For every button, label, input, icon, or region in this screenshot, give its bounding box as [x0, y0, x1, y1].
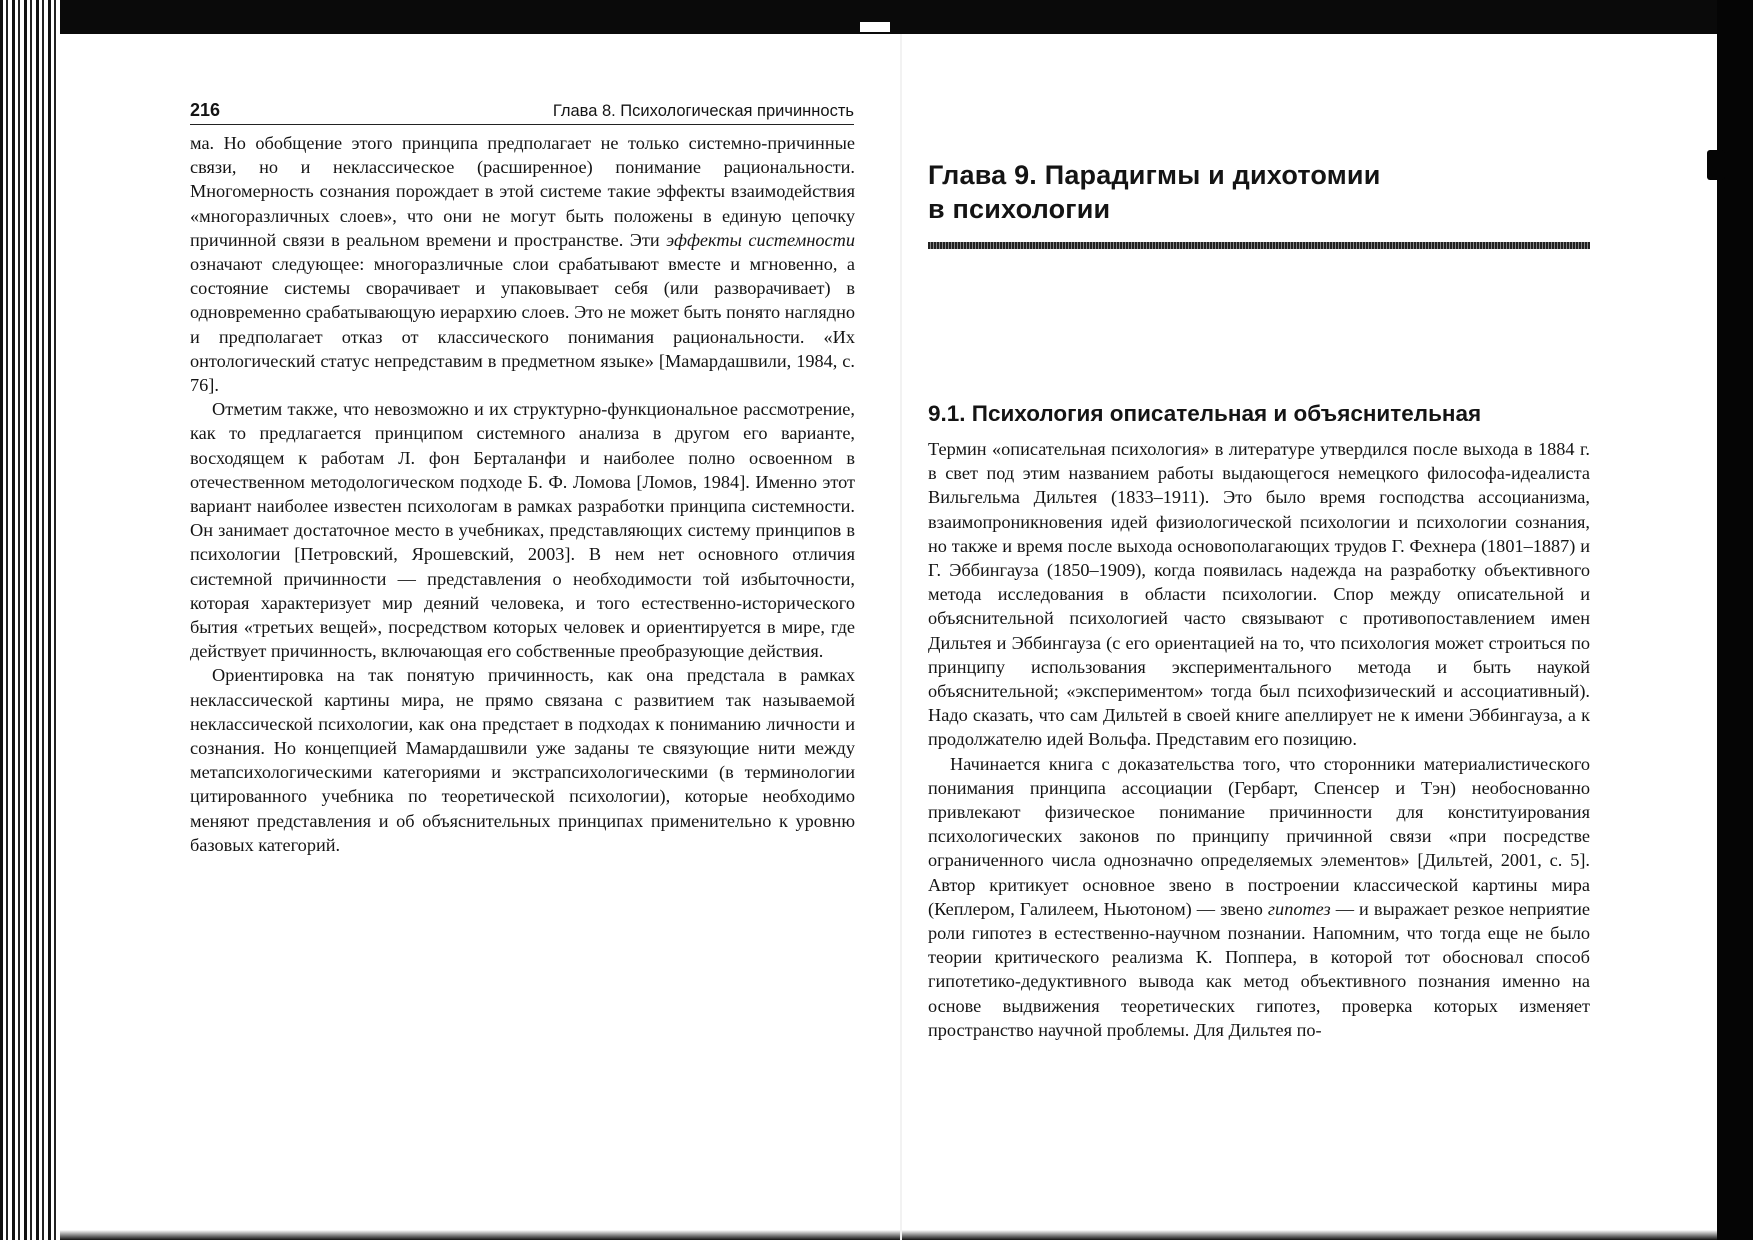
- paragraph: [928, 752, 1590, 1042]
- paragraph-text: ма. Но обобщение этого принципа предполагает не только системно-причинные связи, но и неклассическое (расширенное) понимание рациональности. Многомерность сознания порождает в этой системе такие эффекты взаимодействия «многоразличных слоев», что они не могут быть положены в единую цепочку причинной связи в реальном времени и пространстве. Эти: [190, 133, 855, 250]
- scan-top-notch: [860, 22, 890, 32]
- chapter-title-line-1: Глава 9. Парадигмы и дихотомии: [928, 160, 1381, 190]
- paragraph-text: Термин «описательная психология» в литературе утвердился после выхода в 1884 г. в свет под этим названием работы выдающегося немецкого философа-идеалиста Вильгельма Дильтея (1833–1911). Это было время господства ассоцианизма, взаимопроникновения идей физиологической психологии и психологии сознания, но также и время после выхода основополагающих трудов Г. Фехнера (1801–1887) и Г. Эббингауза (1850–1909), когда появилась надежда на разработку объективного метода исследования в области психологии. Спор между описательной и объяснительной психологией часто связывают с противопоставлением имен Дильтея и Эббингауза (с его ориентацией на то, что психология может строиться по принципу использования экспериментального метода и быть наукой объяснительной; «экспериментом» тогда был психофизический и ассоциативный). Надо сказать, что сам Дильтей в своей книге апеллирует не к имени Эббингауза, а к продолжателю идей Вольфа. Представим его позицию.: [928, 439, 1590, 750]
- paragraph-text: Начинается книга с доказательства того, что сторонники материалистического понимания принципа ассоциации (Гербарт, Спенсер и Тэн) необоснованно привлекают физическое понимание причинности для конституирования психологических законов по принципу причинной связи «при посредстве ограниченного числа однозначно определяемых элементов» [Дильтей, 2001, с. 5]. Автор критикует основное звено в построении классической картины мира (Кеплером, Галилеем, Ньютоном) — звено: [928, 753, 1590, 919]
- book-gutter: [900, 34, 902, 1240]
- left-page-body: [190, 131, 855, 857]
- paragraph-text: — и выражает резкое неприятие роли гипотез в естественно-научном познании. Напомним, что тогда еще не было теории критического реализма К. Поппера, в которой тот обосновал способ гипотетико-дедуктивного вывода как метод объективного познания именно на основе выдвижения теоретических гипотез, проверка которых изменяет пространство научной проблемы. Для Дильтея по-: [928, 898, 1590, 1040]
- page-number: 216: [190, 100, 221, 120]
- chapter-title-line-2: в психологии: [928, 194, 1111, 224]
- chapter-title: [928, 158, 1590, 226]
- paragraph: [190, 663, 855, 857]
- paragraph-text: Отметим также, что невозможно и их структурно-функциональное рассмотрение, как то предлагается принципом системного анализа в другом его варианте, восходящем к работам Л. фон Берталанфи и наиболее полно освоенном в отечественном методологическом подходе Б. Ф. Ломова [Ломов, 1984]. Именно этот вариант наиболее известен психологам в рамках разработки принципа системности. Он занимает достаточное место в учебниках, представляющих систему принципов в психологии [Петровский, Ярошевский, 2003]. В нем нет основного отличия системной причинности — представления о необходимости той избыточности, которая характеризует мир деяний человека, и того естественно-исторического бытия «третьих вещей», посредством которых человек и ориентируется в мире, где действует причинность, включающая его собственные преобразующие действия.: [190, 399, 855, 662]
- running-head: [190, 100, 854, 125]
- scan-right-tab: [1707, 150, 1725, 180]
- paragraph: [190, 131, 855, 397]
- paragraph: [928, 437, 1590, 752]
- paragraph-text: Ориентировка на так понятую причинность, как она предстала в рамках неклассической картины мира, не прямо связана с развитием так называемой неклассической психологии, как она предстает в подходах к пониманию личности и сознания. Но концепцией Мамардашвили уже заданы те связующие нити между метапсихологическими категориями и экстрапсихологическими (в терминологии цитированного учебника по теоретической психологии), которые необходимо меняют представления и об объяснительных принципах применительно к уровню базовых категорий.: [190, 665, 855, 855]
- paragraph: [190, 397, 855, 663]
- left-page: [190, 100, 855, 857]
- scan-bottom-edge: [60, 1230, 1717, 1240]
- scan-left-page-edges: [0, 0, 60, 1240]
- italic-emphasis: гипотез: [1267, 898, 1331, 919]
- scan-right-edge: [1717, 0, 1753, 1240]
- section-title: 9.1. Психология описательная и объяснительная: [928, 401, 1482, 426]
- italic-emphasis: эффекты системности: [666, 229, 855, 250]
- chapter-title-rule: [928, 242, 1590, 249]
- right-page: [928, 158, 1590, 1042]
- right-page-body: [928, 437, 1590, 1042]
- paragraph-text: означают следующее: многоразличные слои срабатывают вместе и мгновенно, а состояние системы сворачивает и упаковывает себя (или разворачивает) в одновременно срабатывающую иерархию слоев. Это не может быть понято наглядно и предполагает отказ от классического понимания рациональности. «Их онтологический статус непредставим в предметном языке» [Мамардашвили, 1984, с. 76].: [190, 254, 855, 396]
- running-head-title: Глава 8. Психологическая причинность: [552, 102, 854, 120]
